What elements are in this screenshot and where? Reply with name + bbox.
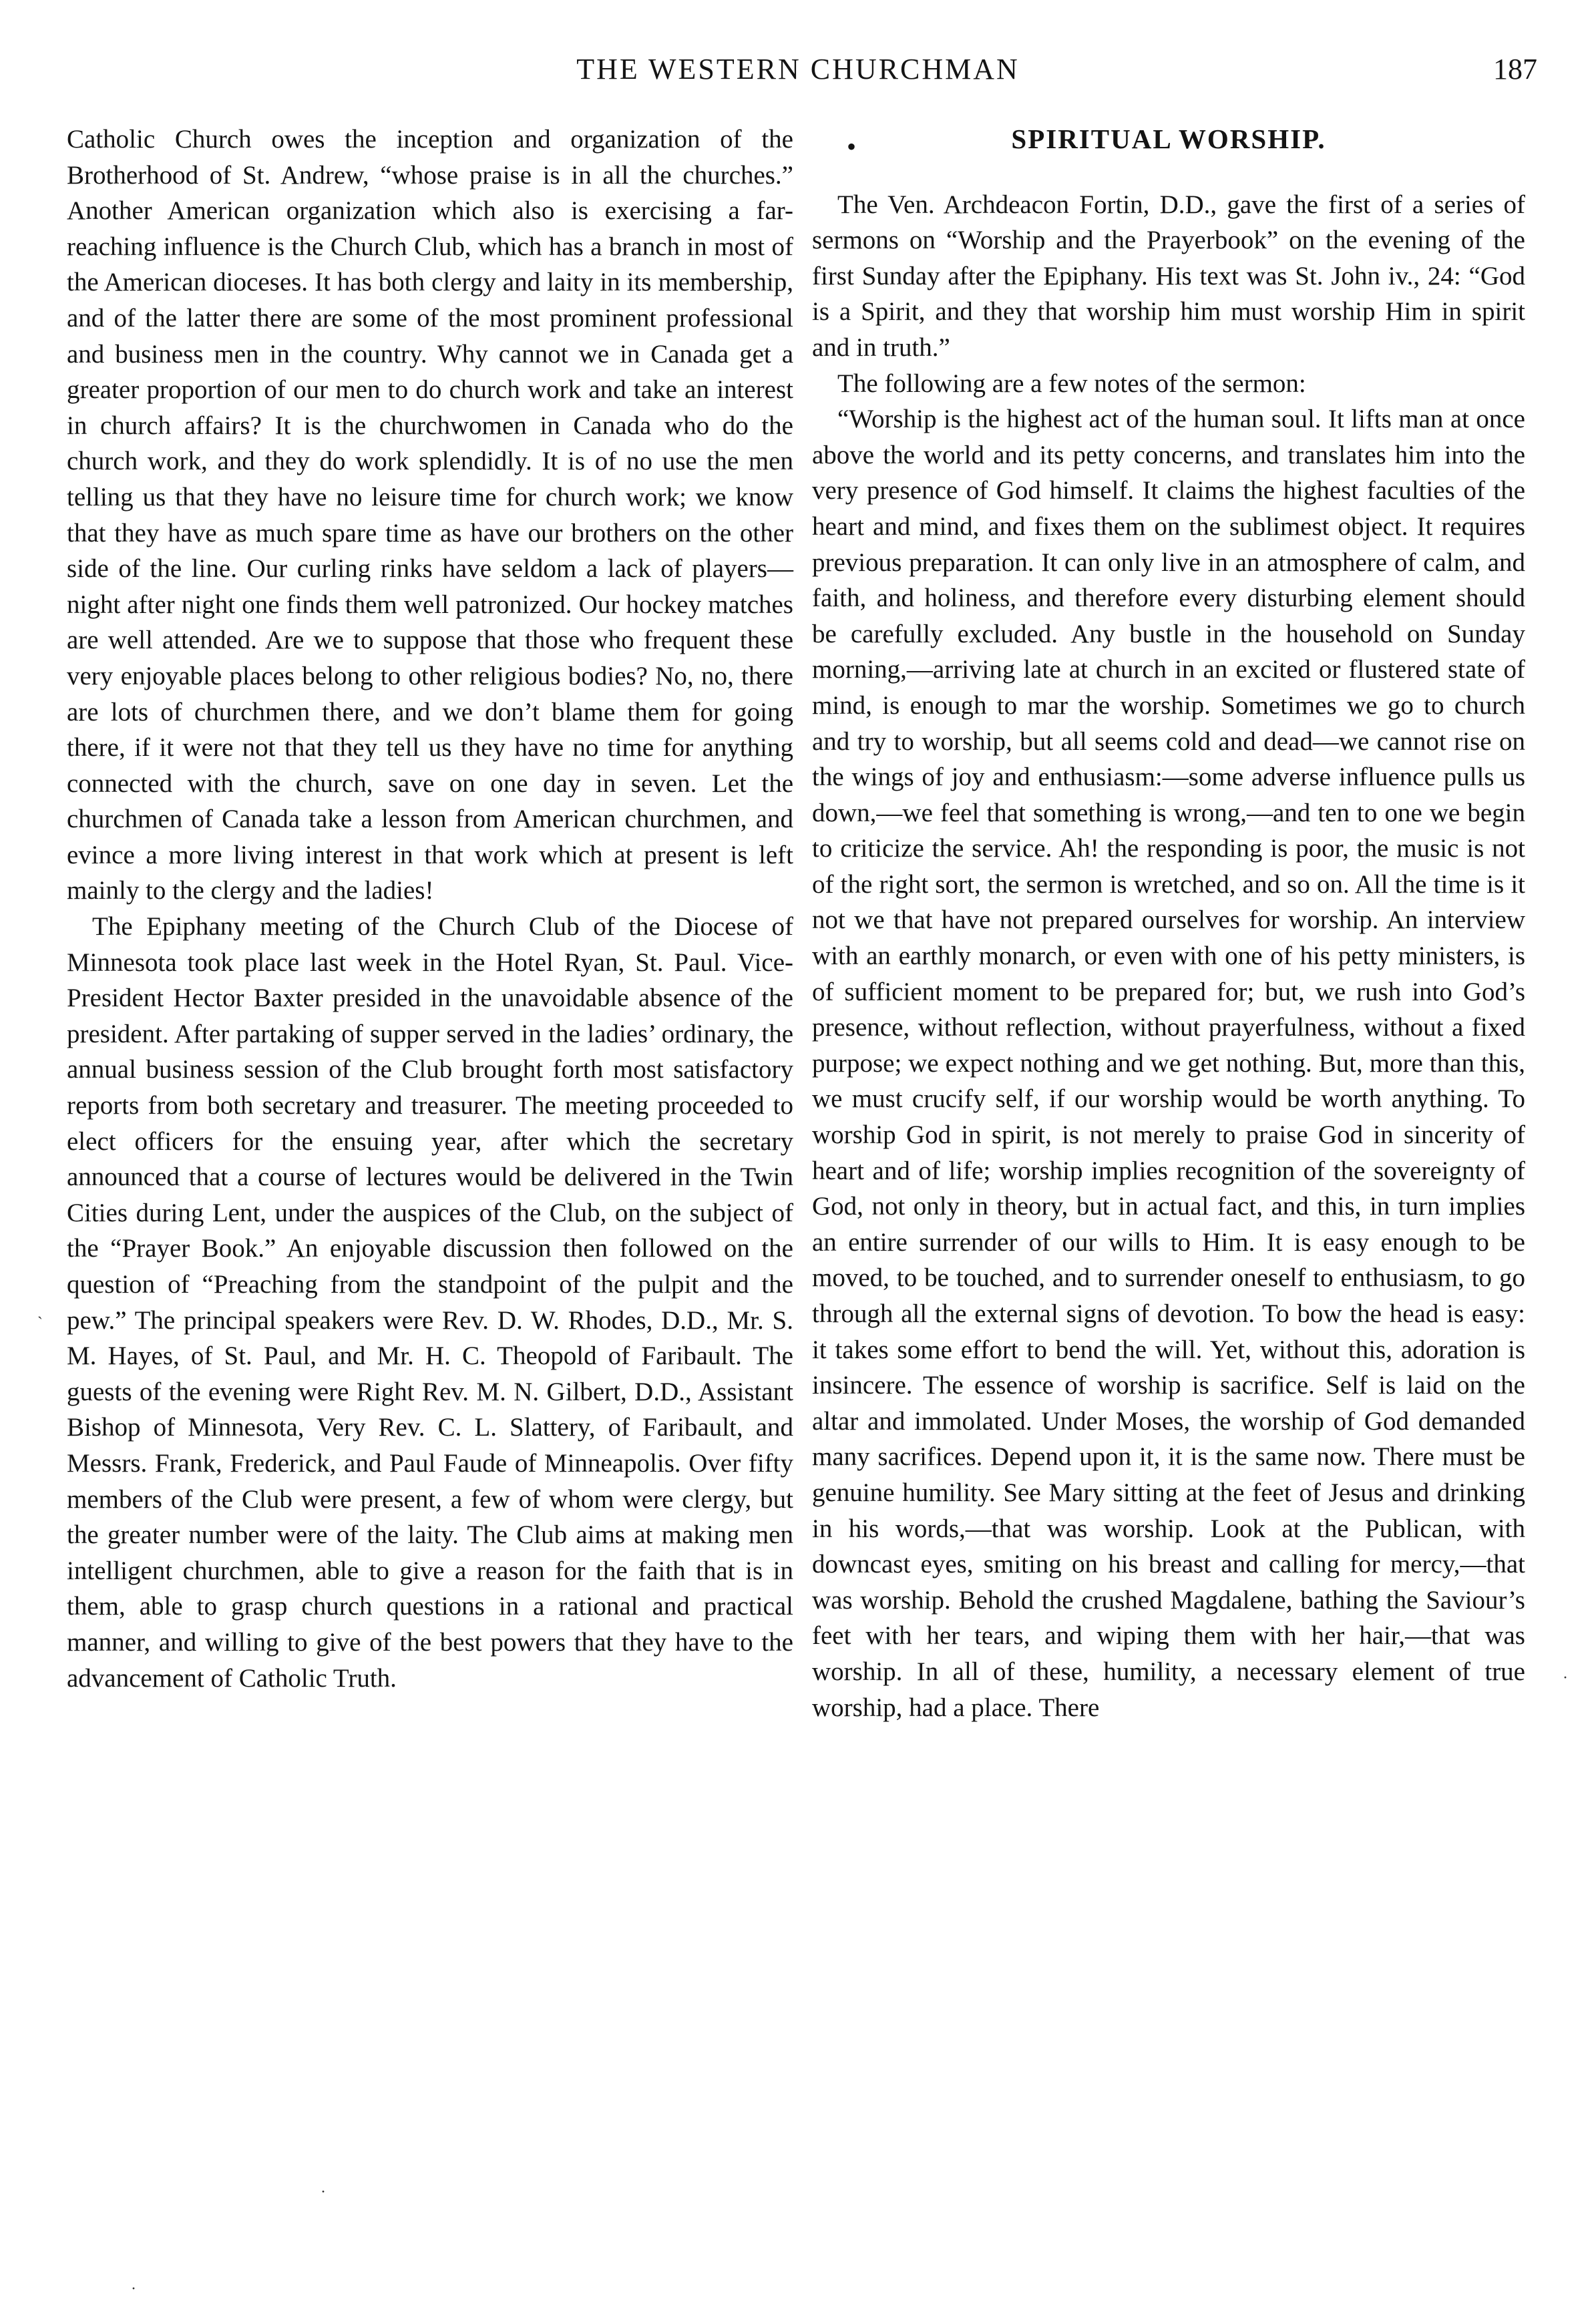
right-column [812, 122, 1525, 1725]
right-paragraph-2: The following are a few notes of the sermon: [837, 369, 1306, 398]
print-speck: · [1563, 1669, 1568, 1687]
left-paragraph-2: The Epiphany meeting of the Church Club of the Diocese of Minnesota took place last week in the Hotel Ryan, St. Paul. Vice-President Hector Baxter presided in the unavoidable absence of the president. After partaking of supper served in the ladies’ ordinary, the annual business session of the Club brought forth most satisfactory reports from both secretary and treasurer. The meeting proceeded to elect officers for the ensuing year, after which the secretary announced that a course of lectures would be delivered in the Twin Cities during Lent, under the auspices of the Club, on the subject of the “Prayer Book.” An enjoyable discussion then followed on the question of “Preaching from the standpoint of the pulpit and the pew.” The principal speakers were Rev. D. W. Rhodes, D.D., Mr. S. M. Hayes, of St. Paul, and Mr. H. C. Theopold of Faribault. The guests of the evening were Right Rev. M. N. Gilbert, D.D., Assistant Bishop of Minnesota, Very Rev. C. L. Slattery, of Faribault, and Messrs. Frank, Frederick, and Paul Faude of Minneapolis. Over fifty members of the Club were present, a few of whom were clergy, but the greater number were of the laity. The Club aims at making men intelligent churchmen, able to give a reason for the faith that is in them, able to grasp church questions in a rational and practical manner, and willing to give of the best powers that they have to the advancement of Catholic Truth. [67, 912, 793, 1693]
print-speck: ˎ [37, 1302, 43, 1319]
print-speck: · [321, 2183, 326, 2201]
publication-title: THE WESTERN CHURCHMAN [576, 53, 1020, 85]
page-number: 187 [1493, 53, 1537, 85]
left-column [67, 122, 793, 1696]
page-header [0, 52, 1596, 99]
left-paragraph-1: Catholic Church owes the inception and organization of the Brotherhood of St. Andrew, “whose praise is in all the churches.” Another American organization which also is exercising a far-reaching influence is the Church Club, which has a branch in most of the American dioceses. It has both clergy and laity in its membership, and of the latter there are some of the most prominent professional and business men in the country. Why cannot we in Canada get a greater proportion of our men to do church work and take an interest in church affairs? It is the churchwomen in Canada who do the church work, and they do work splendidly. It is of no use the men telling us that they have no leisure time for church work; we know that they have as much spare time as have our brothers on the other side of the line. Our curling rinks have seldom a lack of players—night after night one finds them well patronized. Our hockey matches are well attended. Are we to suppose that those who frequent these very enjoyable places belong to other religious bodies? No, no, there are lots of churchmen there, and we don’t blame them for going there, if it were not that they tell us they have no time for anything connected with the church, save on one day in seven. Let the churchmen of Canada take a lesson from American churchmen, and evince a more living interest in that work which at present is left mainly to the clergy and the ladies! [67, 125, 793, 905]
print-speck: · [131, 2280, 136, 2298]
right-paragraph-3: “Worship is the highest act of the human soul. It lifts man at once above the world and its petty concerns, and translates him into the very presence of God himself. It claims the highest faculties of the heart and mind, and fixes them on the sublimest object. It requires previous preparation. It can only live in an atmosphere of calm, and faith, and holiness, and therefore every disturbing element should be carefully excluded. Any bustle in the household on Sunday morning,—arriving late at church in an excited or flustered state of mind, is enough to mar the worship. Sometimes we go to church and try to worship, but all seems cold and dead—we cannot rise on the wings of joy and enthusiasm:—some adverse influence pulls us down,—we feel that something is wrong,—and ten to one we begin to criticize the service. Ah! the responding is poor, the music is not of the right sort, the sermon is wretched, and so on. All the time is it not we that have not prepared ourselves for worship. An interview with an earthly monarch, or even with one of his petty ministers, is of sufficient moment to be prepared for; but, we rush into God’s presence, without reflection, without prayerfulness, without a fixed purpose; we expect nothing and we get nothing. But, more than this, we must crucify self, if our worship would be worth anything. To worship God in spirit, is not merely to praise God in sincerity of heart and of life; worship implies recognition of the sovereignty of God, not only in theory, but in actual fact, and this, in turn implies an entire surrender of our wills to Him. It is easy enough to be moved, to be touched, and to surrender oneself to enthusiasm, to go through all the external signs of devotion. To bow the head is easy: it takes some effort to bend the will. Yet, without this, adoration is insincere. The essence of worship is sacrifice. Self is laid on the altar and immolated. Under Moses, the worship of God demanded many sacrifices. Depend upon it, it is the same now. There must be genuine humility. See Mary sitting at the feet of Jesus and drinking in his words,—that was worship. Look at the Publican, with downcast eyes, smiting on his breast and calling for mercy,—that was worship. Behold the crushed Magdalene, bathing the Saviour’s feet with her tears, and wiping them with her hair,—that was worship. In all of these, humility, a necessary element of true worship, had a place. There [812, 405, 1525, 1722]
article-heading: SPIRITUAL WORSHIP. [1011, 124, 1326, 154]
heading-bullet: • [847, 132, 857, 162]
right-paragraph-1: The Ven. Archdeacon Fortin, D.D., gave the first of a series of sermons on “Worship and the Prayerbook” on the evening of the first Sunday after the Epiphany. His text was St. John iv., 24: “God is a Spirit, and they that worship him must worship Him in spirit and in truth.” [812, 190, 1525, 362]
